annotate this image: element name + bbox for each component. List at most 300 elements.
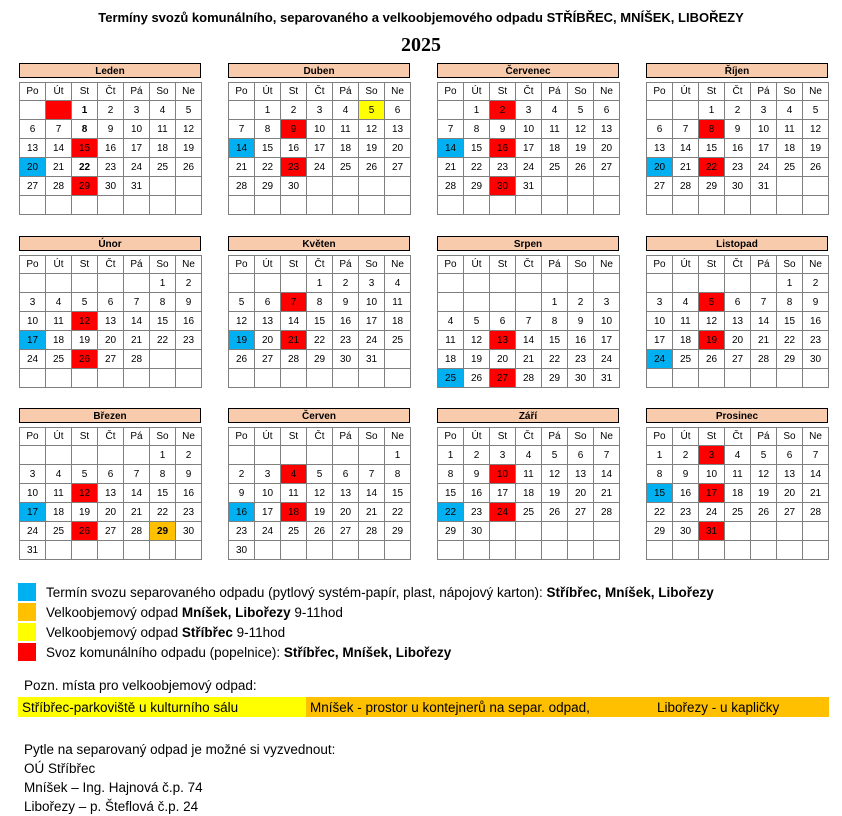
week-row — [20, 196, 202, 215]
empty-cell — [699, 274, 725, 293]
day-cell: 14 — [124, 484, 150, 503]
empty-cell — [777, 196, 803, 215]
day-cell: 14 — [438, 139, 464, 158]
day-cell: 27 — [568, 503, 594, 522]
weekday-row — [438, 428, 620, 446]
month-table — [646, 82, 829, 215]
day-cell: 7 — [229, 120, 255, 139]
day-cell: 29 — [307, 350, 333, 369]
weekday-label: Ne — [176, 256, 202, 274]
week-row — [438, 465, 620, 484]
empty-cell — [647, 101, 673, 120]
week-row — [20, 120, 202, 139]
empty-cell — [751, 274, 777, 293]
day-cell: 14 — [751, 312, 777, 331]
empty-cell — [647, 541, 673, 560]
day-cell: 15 — [255, 139, 281, 158]
day-cell: 14 — [281, 312, 307, 331]
day-cell: 22 — [438, 503, 464, 522]
empty-cell — [725, 196, 751, 215]
day-cell: 16 — [229, 503, 255, 522]
empty-cell — [568, 522, 594, 541]
day-cell: 20 — [98, 503, 124, 522]
week-row — [647, 522, 829, 541]
day-cell: 20 — [725, 331, 751, 350]
empty-cell — [20, 101, 46, 120]
day-cell: 12 — [803, 120, 829, 139]
weekday-row — [229, 428, 411, 446]
day-cell: 16 — [673, 484, 699, 503]
week-row — [229, 522, 411, 541]
day-cell: 10 — [20, 484, 46, 503]
day-cell: 25 — [281, 522, 307, 541]
day-cell: 3 — [516, 101, 542, 120]
day-cell: 4 — [281, 465, 307, 484]
day-cell: 13 — [98, 484, 124, 503]
day-cell: 11 — [333, 120, 359, 139]
day-cell: 17 — [594, 331, 620, 350]
empty-cell — [647, 369, 673, 388]
empty-cell — [150, 177, 176, 196]
day-cell: 14 — [46, 139, 72, 158]
empty-cell — [333, 196, 359, 215]
weekday-label: Čt — [516, 256, 542, 274]
day-cell: 11 — [542, 120, 568, 139]
week-row — [647, 369, 829, 388]
day-cell: 20 — [647, 158, 673, 177]
day-cell: 26 — [542, 503, 568, 522]
day-cell: 8 — [255, 120, 281, 139]
month-name: Únor — [19, 236, 201, 251]
weekday-label: Po — [20, 256, 46, 274]
empty-cell — [124, 446, 150, 465]
weekday-label: Čt — [725, 83, 751, 101]
week-row — [229, 293, 411, 312]
day-cell: 17 — [20, 503, 46, 522]
empty-cell — [20, 369, 46, 388]
month-table — [19, 427, 202, 560]
week-row — [647, 541, 829, 560]
place-stribrec: Stříbřec-parkoviště u kulturního sálu — [18, 697, 306, 717]
day-cell: 7 — [438, 120, 464, 139]
day-cell: 29 — [464, 177, 490, 196]
day-cell: 31 — [699, 522, 725, 541]
month-3 — [646, 63, 828, 215]
day-cell: 28 — [281, 350, 307, 369]
legend-text: Velkoobjemový odpad Mníšek, Libořezy 9-11hod — [46, 604, 343, 620]
day-cell: 4 — [46, 465, 72, 484]
day-cell: 20 — [777, 484, 803, 503]
day-cell: 26 — [803, 158, 829, 177]
day-cell: 20 — [20, 158, 46, 177]
day-cell: 22 — [777, 331, 803, 350]
empty-cell — [673, 196, 699, 215]
day-cell: 16 — [464, 484, 490, 503]
day-cell: 16 — [98, 139, 124, 158]
empty-cell — [385, 196, 411, 215]
day-cell: 28 — [803, 503, 829, 522]
day-cell: 12 — [751, 465, 777, 484]
empty-cell — [803, 369, 829, 388]
legend-swatch-blue — [18, 583, 36, 601]
day-cell: 2 — [98, 101, 124, 120]
empty-cell — [803, 177, 829, 196]
weekday-label: Ne — [594, 256, 620, 274]
empty-cell — [150, 369, 176, 388]
empty-cell — [281, 274, 307, 293]
day-cell: 23 — [490, 158, 516, 177]
week-row — [229, 446, 411, 465]
month-5 — [228, 236, 410, 388]
empty-cell — [229, 196, 255, 215]
year-heading: 2025 — [401, 34, 441, 56]
day-cell: 26 — [751, 503, 777, 522]
month-name: Duben — [228, 63, 410, 78]
day-cell: 21 — [438, 158, 464, 177]
day-cell: 24 — [594, 350, 620, 369]
day-cell: 31 — [516, 177, 542, 196]
day-cell: 2 — [281, 101, 307, 120]
month-0 — [19, 63, 201, 215]
legend-swatch-yellow — [18, 623, 36, 641]
empty-cell — [281, 196, 307, 215]
day-cell: 2 — [673, 446, 699, 465]
empty-cell — [229, 369, 255, 388]
day-cell: 8 — [777, 293, 803, 312]
empty-cell — [490, 274, 516, 293]
empty-cell — [124, 541, 150, 560]
day-cell: 4 — [777, 101, 803, 120]
empty-cell — [516, 541, 542, 560]
month-1 — [228, 63, 410, 215]
day-cell: 21 — [673, 158, 699, 177]
day-cell: 18 — [516, 484, 542, 503]
day-cell: 9 — [98, 120, 124, 139]
day-cell: 8 — [647, 465, 673, 484]
day-cell: 29 — [438, 522, 464, 541]
week-row — [438, 177, 620, 196]
weekday-label: St — [72, 256, 98, 274]
day-cell: 14 — [673, 139, 699, 158]
empty-cell — [438, 274, 464, 293]
day-cell: 22 — [464, 158, 490, 177]
weekday-label: St — [490, 428, 516, 446]
empty-cell — [46, 274, 72, 293]
day-cell: 25 — [725, 503, 751, 522]
day-cell: 28 — [46, 177, 72, 196]
day-cell: 22 — [307, 331, 333, 350]
month-10 — [437, 408, 619, 560]
week-row — [438, 158, 620, 177]
day-cell: 23 — [333, 331, 359, 350]
empty-cell — [803, 196, 829, 215]
month-name: Leden — [19, 63, 201, 78]
day-cell: 31 — [751, 177, 777, 196]
day-cell: 28 — [359, 522, 385, 541]
day-cell: 18 — [46, 503, 72, 522]
day-cell: 13 — [725, 312, 751, 331]
day-cell: 19 — [359, 139, 385, 158]
day-cell: 17 — [751, 139, 777, 158]
empty-cell — [98, 369, 124, 388]
day-cell: 5 — [568, 101, 594, 120]
empty-cell — [333, 541, 359, 560]
day-cell: 8 — [385, 465, 411, 484]
weekday-label: Po — [229, 428, 255, 446]
day-cell: 22 — [150, 503, 176, 522]
weekday-label: Út — [673, 428, 699, 446]
day-cell: 27 — [725, 350, 751, 369]
empty-cell — [490, 293, 516, 312]
day-cell: 30 — [725, 177, 751, 196]
week-row — [20, 446, 202, 465]
day-cell: 10 — [255, 484, 281, 503]
day-cell: 3 — [124, 101, 150, 120]
day-cell: 2 — [333, 274, 359, 293]
week-row — [647, 350, 829, 369]
day-cell: 10 — [751, 120, 777, 139]
day-cell: 12 — [229, 312, 255, 331]
empty-cell — [438, 541, 464, 560]
empty-cell — [124, 369, 150, 388]
empty-cell — [385, 177, 411, 196]
empty-cell — [281, 446, 307, 465]
empty-cell — [594, 522, 620, 541]
weekday-row — [647, 428, 829, 446]
empty-cell — [385, 350, 411, 369]
week-row — [647, 274, 829, 293]
day-cell: 10 — [20, 312, 46, 331]
day-cell: 24 — [255, 522, 281, 541]
empty-cell — [516, 196, 542, 215]
empty-cell — [333, 369, 359, 388]
bags-info — [24, 740, 335, 816]
weekday-label: Ne — [385, 83, 411, 101]
day-cell: 23 — [464, 503, 490, 522]
day-cell: 13 — [255, 312, 281, 331]
week-row — [647, 158, 829, 177]
weekday-label: So — [777, 256, 803, 274]
weekday-row — [229, 83, 411, 101]
day-cell: 21 — [359, 503, 385, 522]
week-row — [438, 293, 620, 312]
day-cell: 1 — [647, 446, 673, 465]
day-cell: 21 — [281, 331, 307, 350]
day-cell: 27 — [255, 350, 281, 369]
empty-cell — [490, 196, 516, 215]
day-cell: 3 — [20, 293, 46, 312]
day-cell: 2 — [176, 446, 202, 465]
month-2 — [437, 63, 619, 215]
empty-cell — [359, 541, 385, 560]
empty-cell — [229, 446, 255, 465]
legend-item-bulky-stribrec — [18, 622, 828, 642]
day-cell: 29 — [777, 350, 803, 369]
day-cell: 9 — [803, 293, 829, 312]
day-cell: 4 — [516, 446, 542, 465]
day-cell: 11 — [46, 312, 72, 331]
day-cell: 6 — [333, 465, 359, 484]
day-cell: 8 — [464, 120, 490, 139]
weekday-label: So — [777, 428, 803, 446]
day-cell: 14 — [803, 465, 829, 484]
day-cell: 31 — [124, 177, 150, 196]
day-cell: 24 — [124, 158, 150, 177]
bags-label: Pytle na separovaný odpad je možné si vyzvednout: — [24, 742, 336, 757]
week-row — [438, 350, 620, 369]
day-cell: 9 — [176, 293, 202, 312]
weekday-label: Ne — [803, 428, 829, 446]
weekday-label: So — [359, 83, 385, 101]
empty-cell — [751, 541, 777, 560]
day-cell: 25 — [438, 369, 464, 388]
empty-cell — [72, 369, 98, 388]
day-cell: 14 — [594, 465, 620, 484]
day-cell: 24 — [20, 350, 46, 369]
month-name: Srpen — [437, 236, 619, 251]
day-cell: 15 — [72, 139, 98, 158]
day-cell: 6 — [594, 101, 620, 120]
empty-cell — [46, 369, 72, 388]
week-row — [438, 139, 620, 158]
bags-line: Mníšek – Ing. Hajnová č.p. 74 — [24, 780, 203, 795]
page-title: Termíny svozů komunálního, separovaného a velkoobjemového odpadu STŘÍBŘEC, MNÍŠEK, LIBOŘEZY — [98, 10, 744, 25]
day-cell: 17 — [20, 331, 46, 350]
day-cell: 4 — [385, 274, 411, 293]
week-row — [20, 177, 202, 196]
weekday-label: Ne — [385, 428, 411, 446]
day-cell: 19 — [72, 503, 98, 522]
empty-cell — [359, 446, 385, 465]
empty-cell — [725, 541, 751, 560]
week-row — [438, 484, 620, 503]
day-cell: 7 — [594, 446, 620, 465]
day-cell: 1 — [150, 446, 176, 465]
day-cell: 15 — [542, 331, 568, 350]
day-cell: 12 — [359, 120, 385, 139]
empty-cell — [464, 293, 490, 312]
empty-cell — [725, 522, 751, 541]
empty-cell — [568, 177, 594, 196]
day-cell: 15 — [438, 484, 464, 503]
weekday-label: Pá — [124, 83, 150, 101]
day-cell: 16 — [333, 312, 359, 331]
day-cell: 16 — [176, 312, 202, 331]
week-row — [438, 446, 620, 465]
day-cell: 21 — [751, 331, 777, 350]
empty-cell — [98, 274, 124, 293]
day-cell: 19 — [803, 139, 829, 158]
day-cell: 27 — [490, 369, 516, 388]
empty-cell — [72, 274, 98, 293]
weekday-label: So — [568, 83, 594, 101]
day-cell: 14 — [124, 312, 150, 331]
day-cell: 1 — [72, 101, 98, 120]
weekday-label: Ne — [176, 428, 202, 446]
empty-cell — [333, 177, 359, 196]
weekday-row — [20, 256, 202, 274]
weekday-label: St — [699, 256, 725, 274]
week-row — [20, 331, 202, 350]
empty-cell — [542, 274, 568, 293]
day-cell: 1 — [150, 274, 176, 293]
empty-cell — [255, 369, 281, 388]
month-table — [437, 82, 620, 215]
day-cell: 18 — [673, 331, 699, 350]
weekday-label: Ne — [176, 83, 202, 101]
day-cell: 21 — [124, 331, 150, 350]
day-cell: 10 — [647, 312, 673, 331]
day-cell: 19 — [568, 139, 594, 158]
day-cell: 28 — [673, 177, 699, 196]
weekday-label: Út — [46, 83, 72, 101]
weekday-label: St — [490, 256, 516, 274]
day-cell: 11 — [438, 331, 464, 350]
day-cell: 16 — [490, 139, 516, 158]
day-cell: 25 — [46, 350, 72, 369]
week-row — [20, 312, 202, 331]
day-cell: 28 — [229, 177, 255, 196]
day-cell: 3 — [647, 293, 673, 312]
empty-cell — [594, 274, 620, 293]
empty-cell — [307, 196, 333, 215]
empty-cell — [72, 541, 98, 560]
day-cell: 22 — [542, 350, 568, 369]
day-cell: 17 — [647, 331, 673, 350]
week-row — [438, 196, 620, 215]
month-table — [228, 82, 411, 215]
day-cell: 9 — [281, 120, 307, 139]
day-cell: 27 — [594, 158, 620, 177]
empty-cell — [647, 274, 673, 293]
day-cell: 26 — [176, 158, 202, 177]
day-cell: 15 — [307, 312, 333, 331]
day-cell: 20 — [255, 331, 281, 350]
week-row — [229, 139, 411, 158]
weekday-label: Pá — [124, 256, 150, 274]
day-cell: 9 — [333, 293, 359, 312]
weekday-row — [229, 256, 411, 274]
day-cell: 20 — [333, 503, 359, 522]
week-row — [20, 139, 202, 158]
empty-cell — [438, 101, 464, 120]
day-cell: 7 — [803, 446, 829, 465]
empty-cell — [229, 274, 255, 293]
day-cell: 22 — [647, 503, 673, 522]
weekday-label: Čt — [98, 428, 124, 446]
weekday-label: Pá — [542, 83, 568, 101]
weekday-label: St — [490, 83, 516, 101]
day-cell: 5 — [359, 101, 385, 120]
weekday-row — [647, 83, 829, 101]
week-row — [229, 369, 411, 388]
week-row — [229, 101, 411, 120]
day-cell: 22 — [255, 158, 281, 177]
day-cell: 7 — [751, 293, 777, 312]
weekday-label: St — [72, 83, 98, 101]
month-name: Květen — [228, 236, 410, 251]
empty-cell — [176, 177, 202, 196]
day-cell: 29 — [150, 522, 176, 541]
weekday-label: Čt — [307, 428, 333, 446]
week-row — [647, 312, 829, 331]
day-cell: 19 — [176, 139, 202, 158]
weekday-label: Ne — [803, 256, 829, 274]
weekday-label: Út — [464, 428, 490, 446]
week-row — [20, 484, 202, 503]
empty-cell — [281, 369, 307, 388]
week-row — [647, 177, 829, 196]
